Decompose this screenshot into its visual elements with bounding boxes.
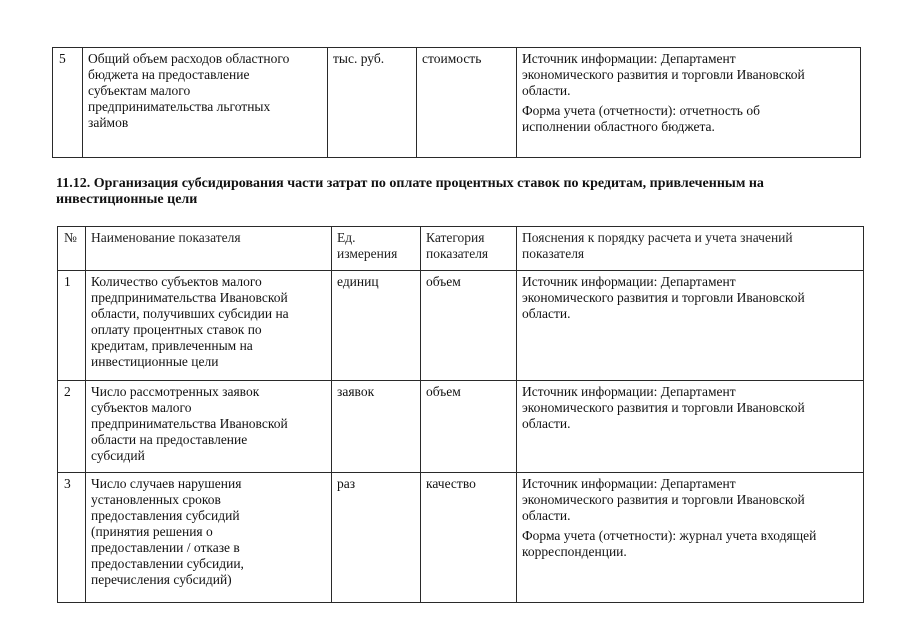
category-cell: объем [421,381,517,473]
row-number: 1 [58,271,86,381]
explanation-cell [517,48,861,158]
report-form: Форма учета (отчетности): отчетность об исполнении областного бюджета. [522,103,760,134]
column-header-name: Наименование показателя [86,227,332,271]
explanation-cell [517,381,864,473]
table-row [58,271,864,381]
unit-cell: единиц [332,271,421,381]
source-info: Источник информации: Департамент экономического развития и торговли Ивановской области. [522,51,805,98]
table-row [58,381,864,473]
row-number: 5 [53,48,83,158]
indicator-name: Число случаев нарушения установленных сроков предоставления субсидий (принятия решения о предоставлении / отказе в предоставлении субсидии, перечисления субсидий) [86,473,332,603]
row-number: 3 [58,473,86,603]
source-info: Источник информации: Департамент экономического развития и торговли Ивановской области. [522,274,805,321]
indicator-name: Число рассмотренных заявок субъектов малого предпринимательства Ивановской области на предоставление субсидий [86,381,332,473]
indicator-table [57,226,864,603]
table-row [53,48,861,158]
category-cell: качество [421,473,517,603]
explanation-cell [517,271,864,381]
indicator-name: Общий объем расходов областного бюджета на предоставление субъектам малого предпринимательства льготных займов [83,48,328,158]
indicator-name: Количество субъектов малого предпринимательства Ивановской области, получивших субсидии на оплату процентных ставок по кредитам, привлеченным на инвестиционные цели [86,271,332,381]
column-header-explanation: Пояснения к порядку расчета и учета значений показателя [517,227,864,271]
column-header-number: № [58,227,86,271]
unit-cell: раз [332,473,421,603]
category-cell: объем [421,271,517,381]
table-row [58,473,864,603]
report-form: Форма учета (отчетности): журнал учета входящей корреспонденции. [522,528,817,559]
table-header-row [58,227,864,271]
category-cell: стоимость [417,48,517,158]
row-number: 2 [58,381,86,473]
unit-cell: заявок [332,381,421,473]
column-header-category: Категория показателя [421,227,517,271]
column-header-unit: Ед. измерения [332,227,421,271]
unit-cell: тыс. руб. [328,48,417,158]
indicator-table-continued [52,47,861,158]
source-info: Источник информации: Департамент экономического развития и торговли Ивановской области. [522,384,805,431]
section-heading: 11.12. Организация субсидирования части затрат по оплате процентных ставок по кредитам, привлеченным на инвестиционные цели [56,176,764,207]
explanation-cell [517,473,864,603]
source-info: Источник информации: Департамент экономического развития и торговли Ивановской области. [522,476,805,523]
